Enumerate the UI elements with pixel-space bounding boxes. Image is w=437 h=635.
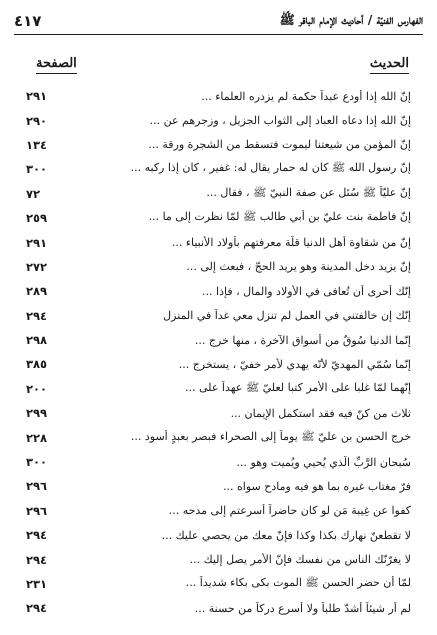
hadith-incipit: إنّ الله إذا أودع عبداً حكمة لم يزدره العلماء ... [201,89,411,103]
index-row [26,84,411,108]
index-row [26,182,411,206]
index-row [26,523,411,547]
hadith-incipit: إنّ يزيد دخل المدينة وهو يريد الحجّ ، فبعث إلى ... [186,260,411,274]
page-reference: ٢٩٤ [26,552,48,567]
page-reference: ٢٩٠ [26,113,48,128]
page-reference: ٢٠٠ [26,381,48,396]
column-headers [36,52,409,74]
page-reference: ٢٩٤ [26,528,48,543]
index-row [26,230,411,254]
page-reference: ٢٧٢ [26,259,48,274]
hadith-incipit: إنّ فاطمة بنت عليّ بن أبي طالب ﷺ لمّا نظرت إلى ما ... [148,210,411,224]
index-row [26,133,411,157]
page-reference: ٢٨٩ [26,284,48,299]
page-reference: ٢٩٩ [26,406,48,421]
page-reference: ٢٩٨ [26,333,48,348]
index-row [26,304,411,328]
hadith-incipit: إنّ الله إذا دعاه العباد إلى الثواب الجزيل ، وزجرهم عن ... [149,114,411,128]
page-reference: ٧٢ [26,186,41,201]
page-reference: ٣٨٥ [26,357,48,372]
index-row [26,108,411,132]
page-reference: ٢٢٨ [26,430,48,445]
index-list [26,84,411,621]
hadith-incipit: إنّهما لمّا غلبا على الأمر كتبا لعليّ ﷺ عهداً على ... [185,380,411,394]
index-row [26,401,411,425]
hadith-incipit: لا تقطعنّ نهارك بكذا وكذا فإنّ معك من يحصي عليك ... [161,528,411,542]
index-row [26,328,411,352]
index-row [26,499,411,523]
page-reference: ٢٩٤ [26,601,48,616]
hadith-incipit: لا يغرّنّك الناس من نفسك فإنّ الأمر يصل إليك ... [189,553,411,567]
index-row [26,572,411,596]
page-reference: ١٣٤ [26,137,48,152]
hadith-incipit: كفوا عن غِيبة مَن لو كان حاضراً أسرعتم إلى مدحه ... [168,504,411,518]
index-row [26,206,411,230]
page-reference: ٢٣١ [26,577,48,591]
hadith-incipit: فرّ مغتاب غيره بما هو فيه ومادح سواه ... [223,479,411,493]
hadith-incipit: إنّ من شقاوة أهل الدنيا قلّة معرفتهم بأولاد الأنبياء ... [171,236,411,250]
page-reference: ٢٩٤ [26,308,48,323]
hadith-incipit: إنّك أحرى أن تُعافى في الأولاد والمال ، فإذا ... [202,284,411,298]
page-reference: ٢٩١ [26,89,48,104]
page-reference: ٢٩٦ [26,479,48,494]
hadith-incipit: خرج الحسن بن عليّ ﷺ يوماً إلى الصحراء فبصر بعبدٍ أسود ... [130,429,411,443]
index-row [26,596,411,620]
hadith-incipit: لمّا أن حضر الحسن ﷺ الموت بكى بكاء شديداً ... [185,576,411,589]
hadith-column-header: الحديث [370,56,409,74]
index-row [26,474,411,498]
page-reference: ٢٥٩ [26,211,48,226]
running-header [14,8,423,35]
hadith-incipit: سُبحان الرَّبِّ الَّذي يُحيي ويُميت وهو ... [236,455,411,469]
running-title: الفهارس الفنيّة / أحاديث الإمام الباقر ﷺ [279,11,423,27]
hadith-incipit: إنّ عليّاً ﷺ سُئل عن صفة النبيّ ﷺ ، فقال ... [206,185,411,199]
index-row [26,377,411,401]
index-row [26,450,411,474]
index-row [26,425,411,449]
index-row [26,157,411,181]
page-number: ٤١٧ [14,12,42,30]
hadith-incipit: إنّك إن خالفتني في العمل لم تنزل معي غداً في المنزل [163,309,411,323]
index-row [26,352,411,376]
page-column-header: الصفحة [36,56,77,74]
hadith-incipit: لم أر شيئاً أشدّ طلباً ولا أسرع دركاً من حسنة ... [194,601,411,615]
hadith-incipit: إنّما الدنيا سُوقٌ من أسواق الآخرة ، منها خرج ... [194,333,411,347]
hadith-incipit: إنّ المؤمن من شيعتنا ليموت فتسقط من الشجرة ورقة ... [148,138,411,152]
hadith-incipit: إنّما سُمّي المهديّ لأنّه يهدي لأمر خفيّ ، يستخرج ... [178,357,411,371]
page-reference: ٣٠٠ [26,455,48,470]
page-reference: ٢٩٦ [26,503,48,518]
hadith-incipit: إنّ رسول الله ﷺ كان له حمار يقال له: غفير ، كان إذا ركبه ... [130,161,411,175]
index-row [26,547,411,571]
page-reference: ٣٠٠ [26,162,48,177]
hadith-incipit: ثلاث من كنّ فيه فقد استكمل الإيمان ... [230,406,411,420]
index-row [26,255,411,279]
page-reference: ٢٩١ [26,235,48,250]
index-row [26,279,411,303]
